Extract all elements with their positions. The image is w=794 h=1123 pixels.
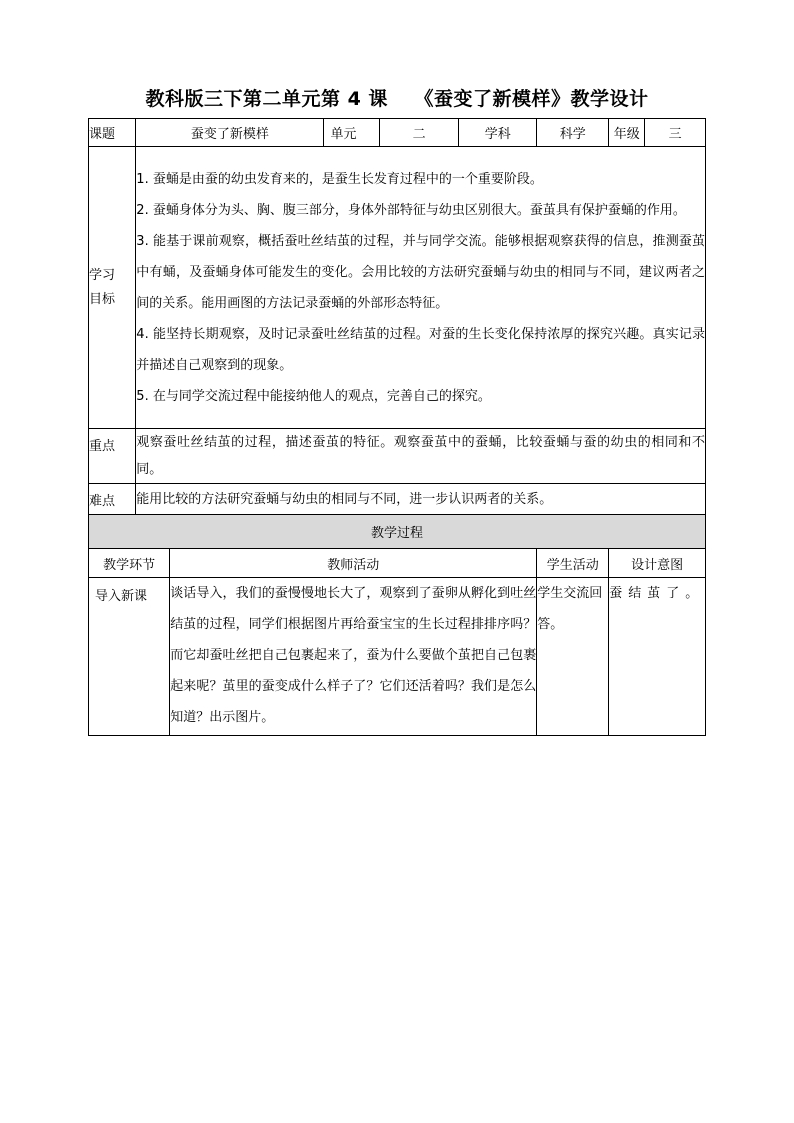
intent-header: 设计意图 — [609, 549, 706, 578]
grade-label: 年级 — [609, 119, 645, 147]
difficulties-row — [89, 484, 706, 515]
key-points-label: 重点 — [89, 429, 136, 484]
goal-item: 3. 能基于课前观察，概括蚕吐丝结茧的过程，并与同学交流。能够根据观察获得的信息，推测蚕茧中有蛹，及蚕蛹身体可能发生的变化。会用比较的方法研究蚕蛹与幼虫的相同与不同，建议两者之间的关系。能用画图的方法记录蚕蛹的外部形态特征。 — [136, 233, 705, 311]
goal-item: 4. 能坚持长期观察，及时记录蚕吐丝结茧的过程。对蚕的生长变化保持浓厚的探究兴趣。真实记录并描述自己观察到的现象。 — [136, 326, 705, 373]
student-activity-cell: 学生交流回答。 — [537, 578, 609, 736]
document-title: 教科版三下第二单元第 4 课 《蚕变了新模样》教学设计 — [145, 88, 649, 110]
key-points-row — [89, 429, 706, 484]
teacher-activity-cell: 谈话导入，我们的蚕慢慢地长大了，观察到了蚕卵从孵化到吐丝结茧的过程，同学们根据图片再给蚕宝宝的生长过程排排序吗？而它却蚕吐丝把自己包裹起来了，蚕为什么要做个茧把自己包裹起来呢？茧里的蚕变成什么样子了？它们还活着吗？我们是怎么知道？出示图片。 — [170, 578, 537, 736]
header-row — [89, 119, 706, 147]
difficulties-label: 难点 — [89, 484, 136, 515]
student-header: 学生活动 — [537, 549, 609, 578]
table-row — [89, 578, 706, 736]
goal-item: 1. 蚕蛹是由蚕的幼虫发育来的，是蚕生长发育过程中的一个重要阶段。 — [136, 171, 543, 187]
goals-label: 学习 目标 — [89, 147, 136, 429]
difficulties-text: 能用比较的方法研究蚕蛹与幼虫的相同与不同，进一步认识两者的关系。 — [136, 484, 706, 515]
goals-row — [89, 147, 706, 429]
topic-label: 课题 — [89, 119, 136, 147]
key-points-text: 观察蚕吐丝结茧的过程，描述蚕茧的特征。观察蚕茧中的蚕蛹，比较蚕蛹与蚕的幼虫的相同和不同。 — [136, 429, 706, 484]
topic-value: 蚕变了新模样 — [136, 119, 324, 147]
stage-cell: 导入新课 — [89, 578, 170, 736]
design-intent-cell: 蚕结茧了。 — [609, 578, 706, 736]
process-header-row — [89, 549, 706, 578]
lesson-plan-table — [88, 118, 706, 736]
goals-content — [136, 147, 706, 429]
unit-value: 二 — [379, 119, 458, 147]
subject-value: 科学 — [537, 119, 609, 147]
teacher-header: 教师活动 — [170, 549, 537, 578]
process-section-title: 教学过程 — [89, 515, 706, 549]
unit-label: 单元 — [324, 119, 380, 147]
subject-label: 学科 — [459, 119, 537, 147]
goal-item: 2. 蚕蛹身体分为头、胸、腹三部分，身体外部特征与幼虫区别很大。蚕茧具有保护蚕蛹的作用。 — [136, 202, 686, 218]
process-section-row — [89, 515, 706, 549]
grade-value: 三 — [645, 119, 706, 147]
stage-header: 教学环节 — [89, 549, 170, 578]
goal-item: 5. 在与同学交流过程中能接纳他人的观点，完善自己的探究。 — [136, 388, 491, 404]
